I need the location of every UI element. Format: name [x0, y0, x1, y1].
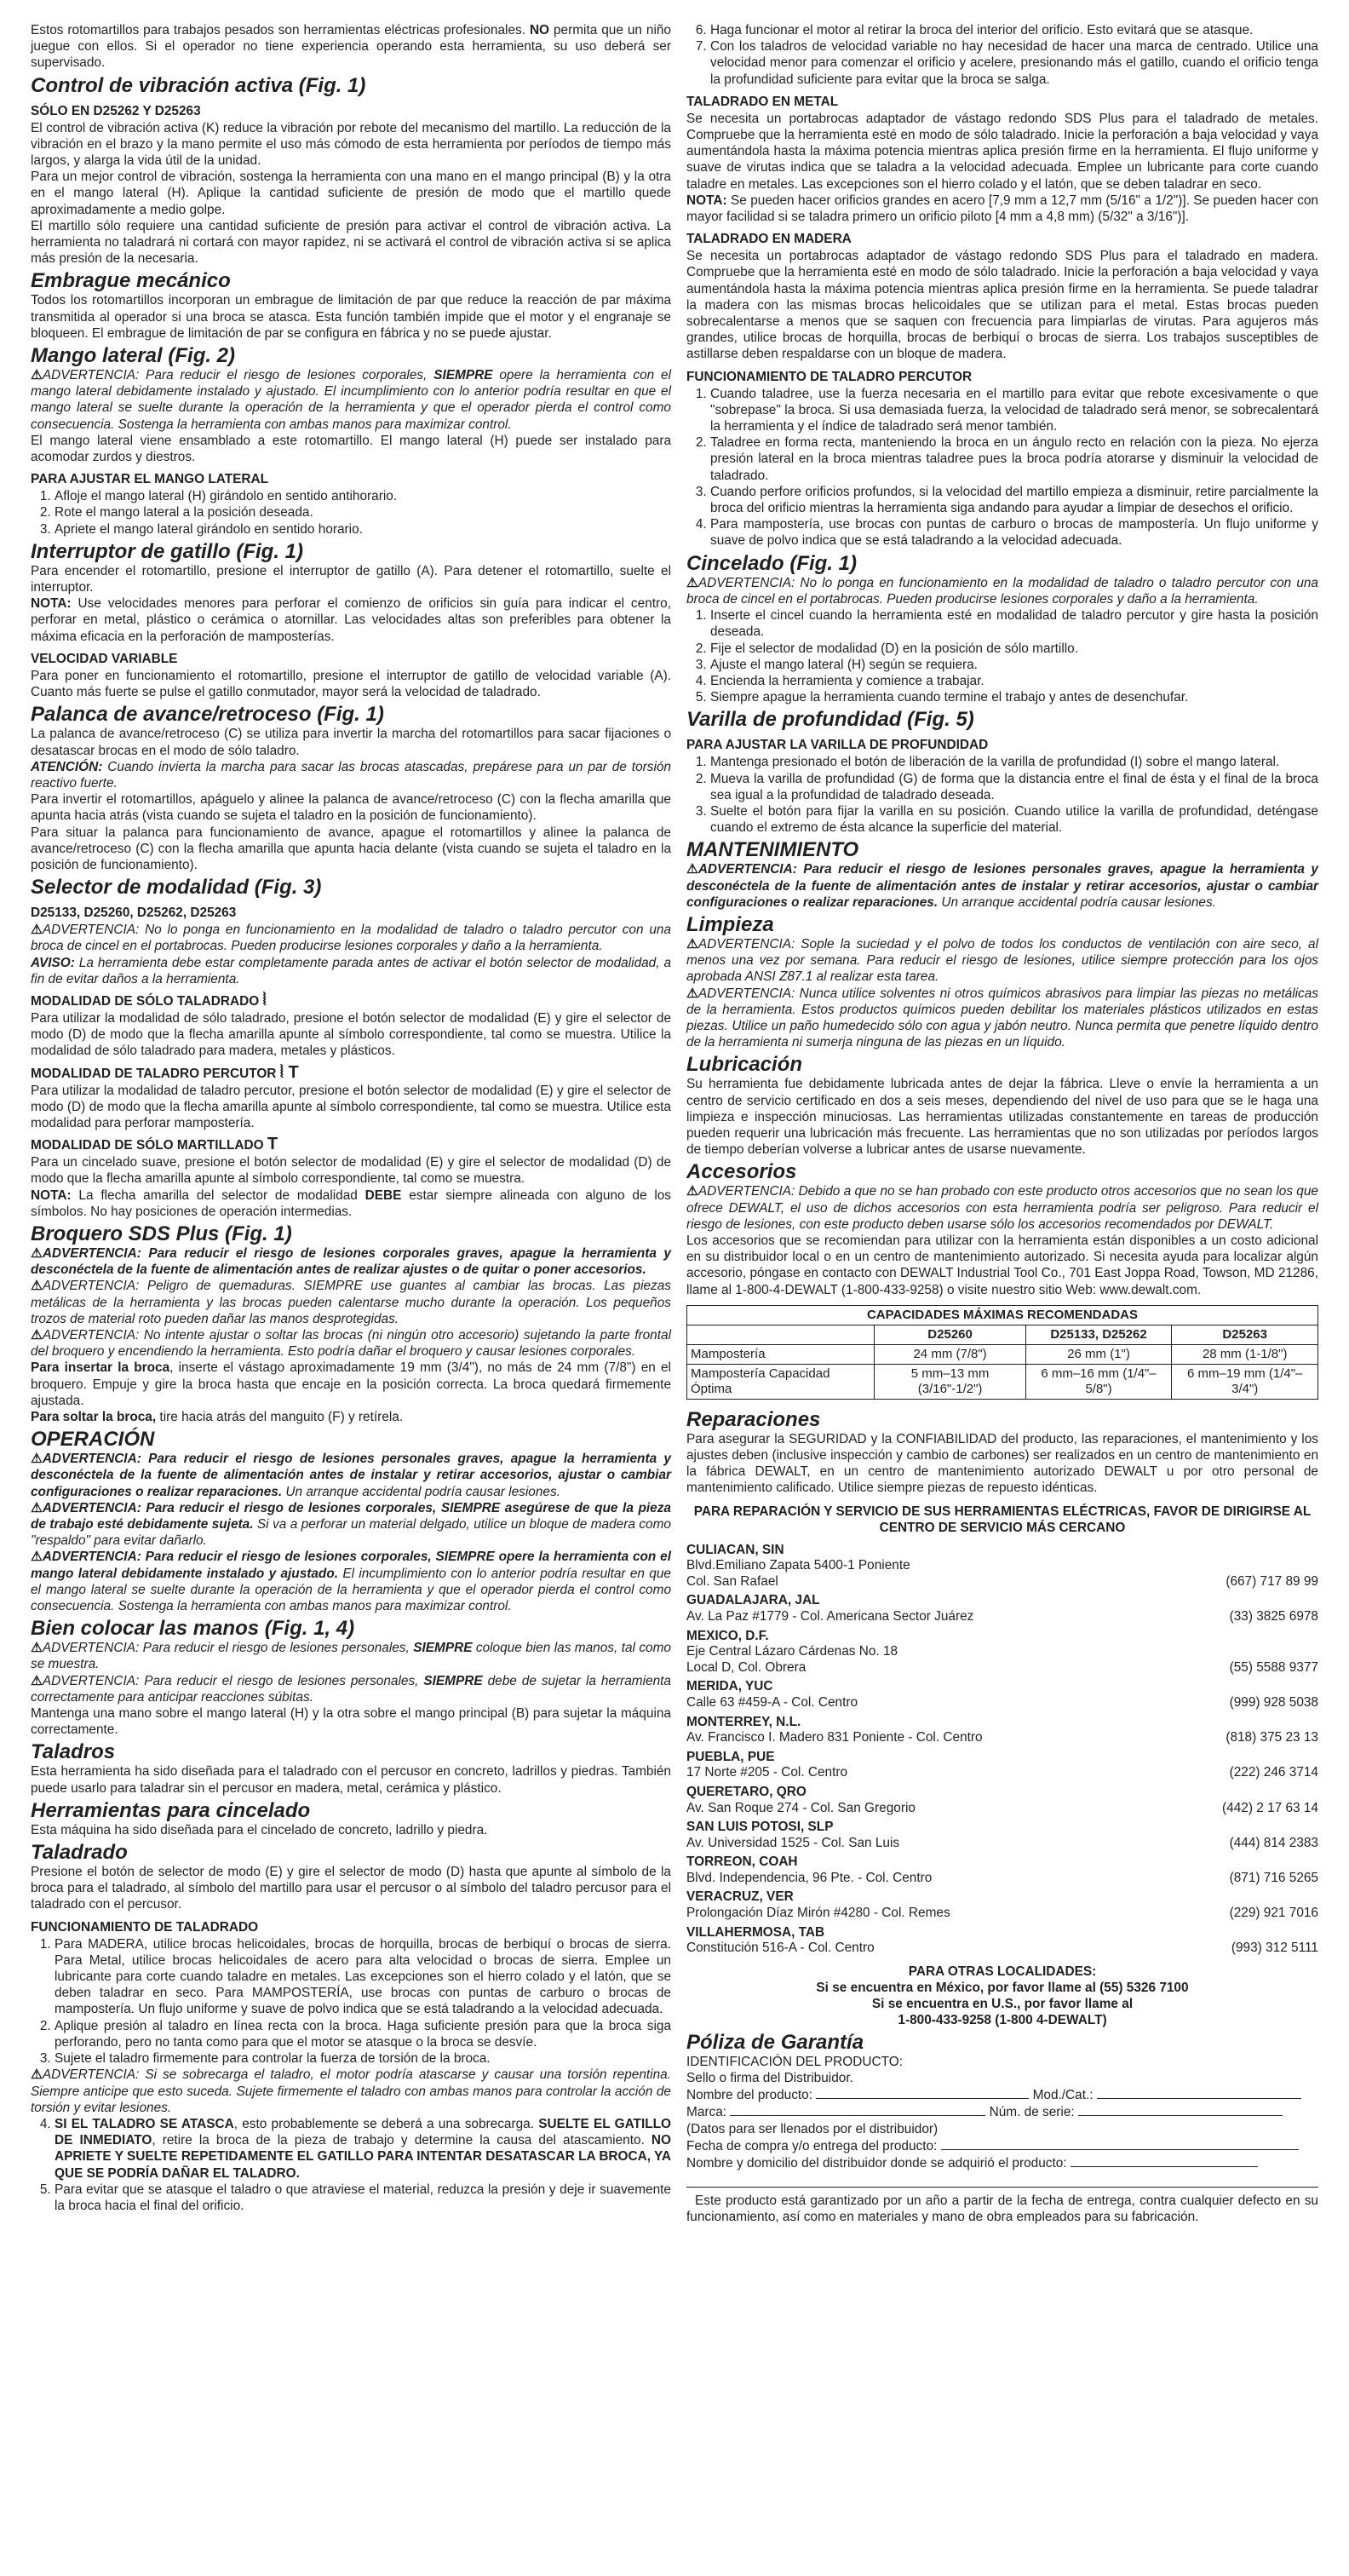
table-cell: Mampostería — [687, 1344, 875, 1364]
warning-paragraph: ⚠ADVERTENCIA: Para reducir el riesgo de lesiones corporales graves, apague la herramienta y desconéctela de la fuente de alimentación antes de realizar ajustes o de quitar o poner accesorios. — [31, 1245, 671, 1278]
location-row — [686, 1574, 1318, 1590]
location-address: Col. San Rafael — [686, 1573, 778, 1589]
paragraph: Para asegurar la SEGURIDAD y la CONFIABILIDAD del producto, las reparaciones, el mantenimiento y los ajustes deben (inclusive inspección y cambio de carbones) ser realizados en un centro de mantenimiento en la fábrica DEWALT, en un centro de mantenimiento autorizado DEWALT u por otro personal de mantenimiento calificado. Utilice siempre piezas de repuesto idénticas. — [686, 1431, 1318, 1496]
field-label: Núm. de serie: — [989, 2105, 1075, 2120]
warning-paragraph: ⚠ADVERTENCIA: Peligro de quemaduras. SIEMPRE use guantes al cambiar las brocas. Las piezas metálicas de la herramienta y las brocas pueden calentarse mucho durante la operación. Los pequeños trozos de material roto pueden dañar las manos desprotegidas. — [31, 1279, 671, 1326]
paragraph: Para insertar la broca, inserte el vástago aproximadamente 19 mm (3/4"), no más de 24 mm (7/8") en el broquero. Empuje y gire la broca hasta que encaje en la posición correcta. La broca quedará firmemente ajustada. — [31, 1360, 671, 1408]
paragraph: Para situar la palanca para funcionamiento de avance, apague el rotomartillos y alinee la palanca de avance/retroceso (C) con la flecha amarilla que apunta hacia delante (vista cuando se sujeta el taladro en la posición de funcionamiento). — [31, 825, 671, 872]
steps-list — [686, 22, 1318, 88]
table-cell: 6 mm–16 mm (1/4"–5/8") — [1025, 1364, 1172, 1399]
subheading: D25133, D25260, D25262, D25263 — [31, 906, 237, 921]
warranty-footer: Este producto está garantizado por un año a partir de la fecha de entrega, contra cualquier defecto en su funcionamiento, así como en materiales y mano de obra empleados para su fabricación. — [686, 2194, 1318, 2225]
list-item: 6. Haga funcionar el motor al retirar la broca del interior del orificio. Esto evitará que se atasque. — [710, 22, 1318, 38]
other-line: Si se encuentra en México, por favor llame al (55) 5326 7100 — [816, 1980, 1189, 1995]
steps-list — [686, 386, 1318, 549]
warranty-field-row — [686, 2086, 1318, 2103]
serial-number-field[interactable] — [1078, 2103, 1283, 2116]
location-row — [686, 1730, 1318, 1746]
steps-list — [686, 754, 1318, 836]
paragraph: Para soltar la broca, tire hacia atrás del manguito (F) y retírela. — [31, 1410, 404, 1424]
location-phone: (818) 375 23 13 — [1226, 1730, 1318, 1745]
section-title: Reparaciones — [686, 1407, 821, 1431]
section-title: MANTENIMIENTO — [686, 838, 859, 862]
list-item: 1. Para MADERA, utilice brocas helicoidales, brocas de horquilla, brocas de berbiquí o brocas de sierra. Para Metal, utilice brocas helicoidales de acero para alta velocidad o brocas de sierra. Emplee un lubricante para corte cuando taladre en metales. Las excepciones son el hierro colado y el latón, que se deben taladrar en seco. Para MAMPOSTERÍA, use brocas con puntas de carburo o brocas de mampostería. Un flujo uniforme y suave de polvo indica que se está taladrando a la velocidad adecuada. — [55, 1936, 671, 2018]
location-phone: (222) 246 3714 — [1229, 1765, 1318, 1780]
drill-only-symbol-icon: ⦚ — [262, 990, 267, 1009]
location-row — [686, 1609, 1318, 1625]
location-city: VERACRUZ, VER — [686, 1889, 794, 1905]
list-item: 1. Afloje el mango lateral (H) girándolo en sentido antihorario. — [55, 488, 671, 504]
list-item: 3. Sujete el taladro firmemente para controlar la fuerza de torsión de la broca. — [55, 2050, 671, 2067]
notice-paragraph: AVISO: La herramienta debe estar completamente parada antes de activar el botón selector de modalidad, a fin de evitar daños a la herramienta. — [31, 955, 671, 986]
warning-icon: ⚠ — [686, 936, 698, 952]
warning-paragraph: ⚠ADVERTENCIA: Para reducir el riesgo de lesiones corporales, SIEMPRE opere la herramienta con el mango lateral debidamente instalado y ajustado. El incumplimiento con lo anterior podría resultar en que el mango lateral se suelte durante la operación de la herramienta y que el operador pierda el control como consecuencia. Sostenga la herramienta con ambas manos para maximizar control. — [31, 1550, 671, 1614]
steps-list — [31, 2116, 671, 2214]
model-field[interactable] — [1097, 2086, 1301, 2099]
section-title: Taladrado — [31, 1841, 128, 1865]
table-row — [687, 1364, 1318, 1399]
section-title: Herramientas para cincelado — [31, 1798, 311, 1822]
warning-paragraph: ⚠ADVERTENCIA: Para reducir el riesgo de lesiones personales, SIEMPRE coloque bien las manos, tal como se muestra. — [31, 1641, 671, 1672]
warning-icon: ⚠ — [686, 575, 698, 590]
paragraph: Se necesita un portabrocas adaptador de vástago redondo SDS Plus para el taladrado de metales. Compruebe que la herramienta esté en modo de sólo taladrado. Inicie la perforación a baja velocidad y vaya aumentándola hasta la máxima potencia mientras aplica presión firme en la herramienta. El flujo uniforme y suave de virutas indica que se taladra a la velocidad adecuada. Emplee un lubricante para corte cuando taladre en metales. Las excepciones son el hierro colado y el latón, que se deben taladrar en seco. — [686, 111, 1318, 192]
warning-icon: ⚠ — [31, 1279, 43, 1294]
paragraph: Para invertir el rotomartillos, apáguelo y alinee la palanca de avance/retroceso (C) con la flecha amarilla que apunta hacia atrás (vista cuando se sujeta el taladro en la posición de funcionamiento). — [31, 792, 671, 824]
warning-icon: ⚠ — [31, 1500, 43, 1515]
list-item: 1. Cuando taladree, use la fuerza necesaria en el martillo para evitar que rebote excesivamente o que "sobrepase" la broca. Si usa demasiada fuerza, la velocidad de taladrado será menor, se sobrecalentará la herramienta y el índice de taladrado será menor también. — [710, 386, 1318, 435]
paragraph: La palanca de avance/retroceso (C) se utiliza para invertir la marcha del rotomartillos para sacar fijaciones o desatascar brocas en el modo de sólo taladro. — [31, 727, 671, 758]
attention-paragraph: ATENCIÓN: Cuando invierta la marcha para sacar las brocas atascadas, prepárese para un par de torsión reactivo fuerte. — [31, 759, 671, 791]
subheading: VELOCIDAD VARIABLE — [31, 651, 178, 666]
location-city: PUEBLA, PUE — [686, 1749, 775, 1764]
warning-paragraph: ⚠ADVERTENCIA: No lo ponga en funcionamiento en la modalidad de taladro o taladro percutor con una broca de cincel en el portabrocas. Pueden producirse lesiones corporales y daño a la herramienta. — [31, 923, 671, 954]
other-line: Si se encuentra en U.S., por favor llame al — [871, 1996, 1134, 2011]
location-address: Constitución 516-A - Col. Centro — [686, 1941, 875, 1956]
section-title: Bien colocar las manos (Fig. 1, 4) — [31, 1617, 355, 1641]
warning-icon: ⚠ — [31, 1452, 43, 1467]
section-title: Control de vibración activa (Fig. 1) — [31, 73, 366, 97]
location-address: Av. La Paz #1779 - Col. Americana Sector Juárez — [686, 1608, 974, 1624]
subheading: FUNCIONAMIENTO DE TALADRO PERCUTOR — [686, 369, 973, 384]
location-address: Av. Universidad 1525 - Col. San Luis — [686, 1835, 900, 1850]
section-title: Varilla de profundidad (Fig. 5) — [686, 708, 974, 732]
table-row — [687, 1344, 1318, 1364]
warranty-field-row — [686, 2137, 1318, 2154]
warning-paragraph: ⚠ADVERTENCIA: Para reducir el riesgo de lesiones corporales, SIEMPRE asegúrese de que la pieza de trabajo esté debidamente sujeta. Si va a perforar un material delgado, utilice un bloque de madera como "respaldo" para evitar dañarlo. — [31, 1500, 671, 1549]
list-item: 2. Aplique presión al taladro en línea recta con la broca. Haga suficiente presión para que la broca siga perforando, pero no tanta como para que el motor se atasque o la broca se desvíe. — [55, 2018, 671, 2050]
warning-icon: ⚠ — [31, 1550, 43, 1565]
paragraph: Esta herramienta ha sido diseñada para el taladrado con el percusor en concreto, ladrillos y piedras. También puede usarlo para taladrar sin el percusor en madera, metal, cerámica y plástico. — [31, 1764, 671, 1796]
warning-paragraph: ⚠ADVERTENCIA: Debido a que no se han probado con este producto otros accesorios que no sean los que ofrece DEWALT, el uso de dichos accesorios con esta herramienta podría ser peligroso. Para reducir el riesgo de lesiones, con este producto deben usarse sólo los accesorios recomendados por DEWALT. — [686, 1184, 1318, 1232]
warning-paragraph: ⚠ADVERTENCIA: Si se sobrecarga el taladro, el motor podría atascarse y causar una torsión repentina. Siempre anticipe que esto suceda. Sujete firmemente el taladro con ambas manos para controlar la acción de torsión y evitar lesiones. — [31, 2067, 671, 2115]
table-header: D25133, D25262 — [1025, 1325, 1172, 1344]
warning-paragraph: ⚠ADVERTENCIA: Para reducir el riesgo de lesiones personales graves, apague la herramienta y desconéctela de la fuente de alimentación antes de instalar y retirar accesorios, ajustar o cambiar configuraciones o realizar reparaciones. Un arranque accidental podría causar lesiones. — [686, 862, 1318, 910]
right-column — [686, 22, 1318, 2226]
location-row — [686, 1644, 1318, 1660]
location-row — [686, 1836, 1318, 1852]
paragraph: Presione el botón de selector de modo (E) y gire el selector de modo (D) hasta que apunte al símbolo de la broca para el taladrado, al símbolo del martillo para usar el percusor o al símbolo del taladro percusor para el taladrado con el percusor. — [31, 1865, 671, 1912]
section-title: Interruptor de gatillo (Fig. 1) — [31, 539, 303, 563]
location-city: CULIACAN, SIN — [686, 1542, 784, 1557]
list-item: 4. Para mampostería, use brocas con puntas de carburo o brocas de mampostería. Un flujo uniforme y suave de polvo indica que se está taladrando a la velocidad adecuada. — [710, 516, 1318, 549]
table-cell: 26 mm (1") — [1025, 1344, 1172, 1364]
location-address: Av. Francisco I. Madero 831 Poniente - Col. Centro — [686, 1730, 983, 1745]
warning-icon: ⚠ — [31, 2067, 43, 2083]
paragraph: El control de vibración activa (K) reduce la vibración por rebote del mecanismo del martillo. La reducción de la vibración en el brazo y la mano permite el uso más cómodo de esta herramienta por períodos de tiempo más largos, y alarga la vida útil de la unidad. — [31, 120, 671, 169]
paragraph: El martillo sólo requiere una cantidad suficiente de presión para activar el control de vibración activa. La herramienta no taladrará ni cortará con mayor rapidez, ni se activará el control de vibración activa si se aplica más presión de la necesaria. — [31, 218, 671, 267]
paragraph: Para utilizar la modalidad de taladro percutor, presione el botón selector de modalidad (E) y gire el selector de modo (D) de modo que la flecha amarilla apunte al símbolo correspondiente, tal como se muestra. Utilice esta modalidad para perforar mampostería. — [31, 1083, 671, 1130]
intro-paragraph: Estos rotomartillos para trabajos pesados son herramientas eléctricas profesionales. NO permita que un niño juegue con ellos. Si el operador no tiene experiencia operando esta herramienta, su uso deberá ser supervisado. — [31, 23, 671, 71]
location-row — [686, 1906, 1318, 1922]
paragraph: Su herramienta fue debidamente lubricada antes de dejar la fábrica. Lleve o envíe la herramienta a un centro de servicio certificado en dos a seis meses, dependiendo del nivel de uso para que se le haga una limpieza e inspección minuciosas. Las herramientas utilizadas constantemente en tareas de producción pueden requerir una lubricación más frecuente. Las herramientas que no son utilizadas por períodos largos de tiempo deberían volverse a lubricar antes de usarse nuevamente. — [686, 1077, 1318, 1158]
location-row — [686, 1871, 1318, 1887]
warning-icon: ⚠ — [31, 1327, 43, 1343]
paragraph: Mantenga una mano sobre el mango lateral (H) y la otra sobre el mango principal (B) para sujetar la máquina correctamente. — [31, 1706, 671, 1738]
section-title: Mango lateral (Fig. 2) — [31, 344, 236, 368]
section-title: Taladros — [31, 1740, 116, 1764]
location-phone: (871) 716 5265 — [1229, 1870, 1318, 1885]
paragraph: El mango lateral viene ensamblado a este rotomartillo. El mango lateral (H) puede ser instalado para acomodar zurdos y diestros. — [31, 433, 671, 465]
distributor-field[interactable] — [1071, 2154, 1258, 2167]
section-title: Accesorios — [686, 1160, 797, 1184]
warning-paragraph: ⚠ADVERTENCIA: Para reducir el riesgo de lesiones personales, SIEMPRE debe de sujetar la herramienta correctamente para anticipar reacciones súbitas. — [31, 1673, 671, 1705]
location-address: Blvd. Independencia, 96 Pte. - Col. Centro — [686, 1870, 933, 1885]
list-item: 4. Encienda la herramienta y comience a trabajar. — [710, 673, 1318, 689]
warranty-note: (Datos para ser llenados por el distribuidor) — [686, 2121, 939, 2136]
list-item: 3. Cuando perfore orificios profundos, si la velocidad del martillo empieza a disminuir, retire parcialmente la broca del orificio mientras la herramienta siga andando para ayudar a limpiar de desechos el orificio. — [710, 484, 1318, 516]
table-header — [687, 1325, 875, 1344]
note-paragraph: NOTA: Use velocidades menores para perforar el comienzo de orificios sin guía para indicar el centro, perforar en metal, plástico o cerámica o atornillar. Las velocidades altas son preferibles para obtener la máxima eficacia en la perforación de mamposterías. — [31, 596, 671, 644]
location-address: Prolongación Díaz Mirón #4280 - Col. Remes — [686, 1906, 950, 1921]
list-item: 3. Apriete el mango lateral girándolo en sentido horario. — [55, 521, 671, 538]
list-item: 2. Rote el mango lateral a la posición deseada. — [55, 504, 671, 520]
field-label: Nombre y domicilio del distribuidor donde se adquirió el producto: — [686, 2156, 1067, 2171]
service-heading: PARA REPARACIÓN Y SERVICIO DE SUS HERRAMIENTAS ELÉCTRICAS, FAVOR DE DIRIGIRSE AL CENTRO DE SERVICIO MÁS CERCANO — [693, 1504, 1312, 1535]
field-label: Nombre del producto: — [686, 2088, 812, 2103]
subheading: MODALIDAD DE SÓLO TALADRADO ⦚ — [31, 990, 267, 1009]
location-phone: (999) 928 5038 — [1229, 1694, 1318, 1710]
location-address: Local D, Col. Obrera — [686, 1659, 807, 1675]
location-address: Calle 63 #459-A - Col. Centro — [686, 1694, 858, 1710]
location-city: GUADALAJARA, JAL — [686, 1593, 820, 1608]
list-item: 2. Fije el selector de modalidad (D) en la posición de sólo martillo. — [710, 641, 1318, 657]
location-phone: (229) 921 7016 — [1229, 1906, 1318, 1921]
table-cell: 6 mm–19 mm (1/4"–3/4") — [1172, 1364, 1318, 1399]
capacity-table — [686, 1305, 1318, 1400]
location-address: Blvd.Emiliano Zapata 5400-1 Poniente — [686, 1558, 910, 1573]
other-line: PARA OTRAS LOCALIDADES: — [908, 1964, 1097, 1979]
subheading: FUNCIONAMIENTO DE TALADRADO — [31, 1919, 259, 1935]
list-item: 1. Inserte el cincel cuando la herramienta esté en modalidad de taladro percutor y gire hasta la posición deseada. — [710, 607, 1318, 640]
table-cell: 24 mm (7/8") — [875, 1344, 1025, 1364]
location-address: Eje Central Lázaro Cárdenas No. 18 — [686, 1644, 898, 1659]
warning-paragraph: ⚠ADVERTENCIA: No intente ajustar o soltar las brocas (ni ningún otro accesorio) sujetando la parte frontal del broquero y encendiendo la herramienta. Esto podría dañar el broquero y causar lesiones corporales. — [31, 1327, 671, 1360]
paragraph: Todos los rotomartillos incorporan un embrague de limitación de par que reduce la reacción de par máxima transmitida al operador si una broca se atasca. Esta función también impide que el motor y el engranaje se bloqueen. El embrague de limitación de par se configura en fábrica y no se puede ajustar. — [31, 293, 671, 341]
warning-icon: ⚠ — [31, 923, 43, 938]
location-row — [686, 1695, 1318, 1711]
paragraph: Para un cincelado suave, presione el botón selector de modalidad (E) y gire el selector de modalidad (D) de modo que la flecha amarilla apunte al símbolo correspondiente, tal como se muestra. — [31, 1155, 671, 1187]
table-header: D25263 — [1172, 1325, 1318, 1344]
location-phone: (55) 5588 9377 — [1229, 1659, 1318, 1675]
location-city: TORREON, COAH — [686, 1854, 798, 1870]
paragraph: Para encender el rotomartillo, presione el interruptor de gatillo (A). Para detener el rotomartillo, suelte el interruptor. — [31, 563, 671, 595]
warranty-field-row — [686, 2154, 1318, 2171]
section-title: Póliza de Garantía — [686, 2030, 864, 2054]
warning-icon: ⚠ — [686, 862, 698, 877]
brand-field[interactable] — [730, 2103, 985, 2116]
purchase-date-field[interactable] — [941, 2137, 1299, 2150]
table-cell: 5 mm–13 mm (3/16"-1/2") — [875, 1364, 1025, 1399]
section-title: Broquero SDS Plus (Fig. 1) — [31, 1222, 292, 1245]
subheading: PARA AJUSTAR EL MANGO LATERAL — [31, 472, 269, 487]
list-item: 3. Ajuste el mango lateral (H) según se requiera. — [710, 657, 1318, 673]
note-paragraph: NOTA: La flecha amarilla del selector de modalidad DEBE estar siempre alineada con alguno de los símbolos. No hay posiciones de operación intermedias. — [31, 1187, 671, 1219]
location-city: SAN LUIS POTOSI, SLP — [686, 1820, 834, 1835]
location-row — [686, 1765, 1318, 1781]
location-phone: (667) 717 89 99 — [1226, 1573, 1318, 1589]
warning-icon: ⚠ — [686, 986, 698, 1001]
warranty-field-row — [686, 2103, 1318, 2120]
paragraph: Para utilizar la modalidad de sólo taladrado, presione el botón selector de modalidad (E) y gire el selector de modo (D) de modo que la flecha amarilla apunte al símbolo correspondiente, tal como se muestra. Utilice la modalidad de sólo taladrado para madera, metales y plásticos. — [31, 1010, 671, 1059]
warning-icon: ⚠ — [31, 1641, 43, 1656]
location-row — [686, 1941, 1318, 1957]
note-paragraph: NOTA: Se pueden hacer orificios grandes en acero [7,9 mm a 12,7 mm (5/16" a 1/2")]. Se pueden hacer con mayor facilidad si se taladra primero un orificio piloto [4 mm a 4,8 mm) (5/32" a 3/16")]. — [686, 193, 1318, 225]
warranty-line: IDENTIFICACIÓN DEL PRODUCTO: — [686, 2054, 903, 2069]
other-locations — [686, 1964, 1318, 2028]
location-city: QUERETARO, QRO — [686, 1784, 807, 1799]
subheading: MODALIDAD DE SÓLO MARTILLADO T — [31, 1135, 278, 1154]
divider — [686, 2187, 1318, 2188]
list-item: 2. Mueva la varilla de profundidad (G) de forma que la distancia entre el final de ésta y el final de la broca sea igual a la profundidad de taladrado deseada. — [710, 771, 1318, 803]
subheading: TALADRADO EN MADERA — [686, 232, 852, 247]
steps-list — [31, 1936, 671, 2067]
warning-icon: ⚠ — [686, 1184, 698, 1199]
product-name-field[interactable] — [816, 2086, 1029, 2099]
paragraph: Esta máquina ha sido diseñada para el cincelado de concreto, ladrillo y piedra. — [31, 1822, 488, 1837]
warning-paragraph: ⚠ADVERTENCIA: Para reducir el riesgo de lesiones personales graves, apague la herramienta y desconéctela de la fuente de alimentación antes de instalar y retirar accesorios, ajustar o cambiar configuraciones o realizar reparaciones. Un arranque accidental podría causar lesiones. — [31, 1452, 671, 1499]
location-address: Av. San Roque 274 - Col. San Gregorio — [686, 1800, 916, 1815]
list-item: 2. Taladree en forma recta, manteniendo la broca en un ángulo recto en relación con la pieza. No ejerza presión lateral en la broca mientras taladree pues la broca podría atorarse y disminuir la velocidad de taladrado. — [710, 434, 1318, 484]
location-phone: (442) 2 17 63 14 — [1222, 1800, 1318, 1815]
location-city: VILLAHERMOSA, TAB — [686, 1924, 825, 1940]
list-item: 7. Con los taladros de velocidad variable no hay necesidad de hacer una marca de centrado. Utilice una velocidad menor para comenzar el orificio y acelere, presionando más el gatillo, cuando el orificio tenga la profundidad suficiente para evitar que la broca se salga. — [710, 38, 1318, 88]
warranty-line: Sello o firma del Distribuidor. — [686, 2071, 853, 2086]
warning-icon: ⚠ — [31, 1245, 43, 1261]
steps-list — [31, 488, 671, 538]
location-phone: (444) 814 2383 — [1229, 1835, 1318, 1850]
paragraph: Para poner en funcionamiento el rotomartillo, presione el interruptor de gatillo de velocidad variable (A). Cuanto más fuerte se pulse el gatillo conmutador, mayor será la velocidad de taladrado. — [31, 668, 671, 700]
list-item: 5. Para evitar que se atasque el taladro o que atraviese el material, reduzca la presión y deje ir suavemente la broca hacia el final del orificio. — [55, 2182, 671, 2214]
warning-paragraph: ⚠ADVERTENCIA: No lo ponga en funcionamiento en la modalidad de taladro o taladro percutor con una broca de cincel en el portabrocas. Pueden producirse lesiones corporales y daño a la herramienta. — [686, 575, 1318, 607]
section-title: Palanca de avance/retroceso (Fig. 1) — [31, 703, 384, 727]
list-item: 5. Siempre apague la herramienta cuando termine el trabajo y antes de desenchufar. — [710, 689, 1318, 705]
location-phone: (33) 3825 6978 — [1229, 1608, 1318, 1624]
subheading: PARA AJUSTAR LA VARILLA DE PROFUNDIDAD — [686, 738, 989, 753]
warning-icon: ⚠ — [31, 368, 43, 383]
subheading: SÓLO EN D25262 Y D25263 — [31, 103, 201, 118]
paragraph: Para un mejor control de vibración, sostenga la herramienta con una mano en el mango principal (B) y la otra en el mango lateral (H). Aplique la cantidad suficiente de presión de modo que el martillo quede aproximadamente a medio golpe. — [31, 170, 671, 217]
location-phone: (993) 312 5111 — [1231, 1941, 1318, 1956]
steps-list — [686, 607, 1318, 705]
location-row — [686, 1558, 1318, 1574]
list-item: 1. Mantenga presionado el botón de liberación de la varilla de profundidad (I) sobre el mango lateral. — [710, 754, 1318, 770]
table-caption: CAPACIDADES MÁXIMAS RECOMENDADAS — [687, 1305, 1318, 1325]
hammer-only-symbol-icon: T — [267, 1135, 278, 1154]
location-city: MONTERREY, N.L. — [686, 1714, 801, 1729]
paragraph: Se necesita un portabrocas adaptador de vástago redondo SDS Plus para el taladrado en madera. Compruebe que la herramienta esté en modo de sólo taladrado. Inicie la perforación a baja velocidad y vaya aumentándola hasta la máxima potencia mientras aplica presión firme en la herramienta. Se puede taladrar la madera con las mismas brocas helicoidales que se utilizan para el metal. Estas brocas pueden sobrecalentarse a menos que se saquen con frecuencia para limpiarlas de virutas. Para agujeros más grandes, utilice brocas de horquilla, brocas de berbiquí o brocas de sierra. Los trabajos susceptibles de astillarse deben respaldarse con un bloque de madera. — [686, 249, 1318, 362]
warning-paragraph: ⚠ADVERTENCIA: Sople la suciedad y el polvo de todos los conductos de ventilación con aire seco, al menos una vez por semana. Para reducir el riesgo de lesiones, utilice siempre protección para los ojos aprobada ANSI Z87.1 al realizar esta tarea. — [686, 936, 1318, 985]
section-title: Limpieza — [686, 912, 774, 936]
location-city: MERIDA, YUC — [686, 1679, 773, 1694]
hammer-drill-symbol-icon: ⦚ T — [279, 1062, 299, 1082]
section-title: Cincelado (Fig. 1) — [686, 551, 858, 575]
location-row — [686, 1801, 1318, 1817]
other-line: 1-800-433-9258 (1-800 4-DEWALT) — [898, 2012, 1107, 2027]
location-address: 17 Norte #205 - Col. Centro — [686, 1765, 848, 1780]
paragraph: Los accesorios que se recomiendan para utilizar con la herramienta están disponibles a un costo adicional en su distribuidor local o en un centro de mantenimiento autorizado. Si necesita ayuda para localizar algún accesorio, póngase en contacto con DEWALT Industrial Tool Co., 701 East Joppa Road, Towson, MD 21286, llame al 1-800-4-DEWALT (1-800-433-9258) o visite nuestro sitio Web: www.dewalt.com. — [686, 1233, 1318, 1297]
location-row — [686, 1660, 1318, 1676]
subheading: MODALIDAD DE TALADRO PERCUTOR ⦚ T — [31, 1062, 299, 1082]
section-title: Lubricación — [686, 1053, 803, 1077]
subheading: TALADRADO EN METAL — [686, 94, 839, 109]
table-header: D25260 — [875, 1325, 1025, 1344]
warning-icon: ⚠ — [31, 1673, 43, 1688]
warning-paragraph: ⚠ADVERTENCIA: Nunca utilice solventes ni otros químicos abrasivos para limpiar las piezas no metálicas de la herramienta. Estos productos químicos pueden debilitar los materiales plásticos utilizados en estas piezas. Utilice un paño humedecido sólo con agua y jabón neutro. Nunca permita que penetre líquido dentro de la herramienta ni sumerja ninguna de las piezas en un líquido. — [686, 986, 1318, 1050]
list-item: 3. Suelte el botón para fijar la varilla en su posición. Cuando utilice la varilla de profundidad, deténgase cuando el extremo de ésta alcance la superficie del material. — [710, 803, 1318, 836]
field-label: Fecha de compra y/o entrega del producto: — [686, 2138, 938, 2153]
field-label: Marca: — [686, 2105, 727, 2120]
warning-paragraph: ⚠ADVERTENCIA: Para reducir el riesgo de lesiones corporales, SIEMPRE opere la herramienta con el mango lateral debidamente instalado y ajustado. El incumplimiento con lo anterior podría resultar en que el mango lateral se suelte durante la operación de la herramienta y que el operador pierda el control como consecuencia. Sostenga la herramienta con ambas manos para maximizar control. — [31, 368, 672, 432]
field-label: Mod./Cat.: — [1032, 2088, 1094, 2103]
left-column — [31, 22, 671, 2214]
table-cell: 28 mm (1-1/8") — [1172, 1344, 1318, 1364]
section-title: Selector de modalidad (Fig. 3) — [31, 876, 322, 900]
service-locations — [686, 1543, 1318, 1957]
table-cell: Mampostería Capacidad Óptima — [687, 1364, 875, 1399]
location-city: MEXICO, D.F. — [686, 1628, 769, 1643]
section-title: Embrague mecánico — [31, 269, 231, 293]
list-item: 4. SI EL TALADRO SE ATASCA, esto probablemente se deberá a una sobrecarga. SUELTE EL GATILLO DE INMEDIATO, retire la broca de la pieza de trabajo y determine la causa del atascamiento. NO APRIETE Y SUELTE REPETIDAMENTE EL GATILLO PARA INTENTAR DESATASCAR LA BROCA, YA QUE SE PODRÍA DAÑAR EL TALADRO. — [55, 2116, 671, 2182]
section-title: OPERACIÓN — [31, 1428, 155, 1452]
